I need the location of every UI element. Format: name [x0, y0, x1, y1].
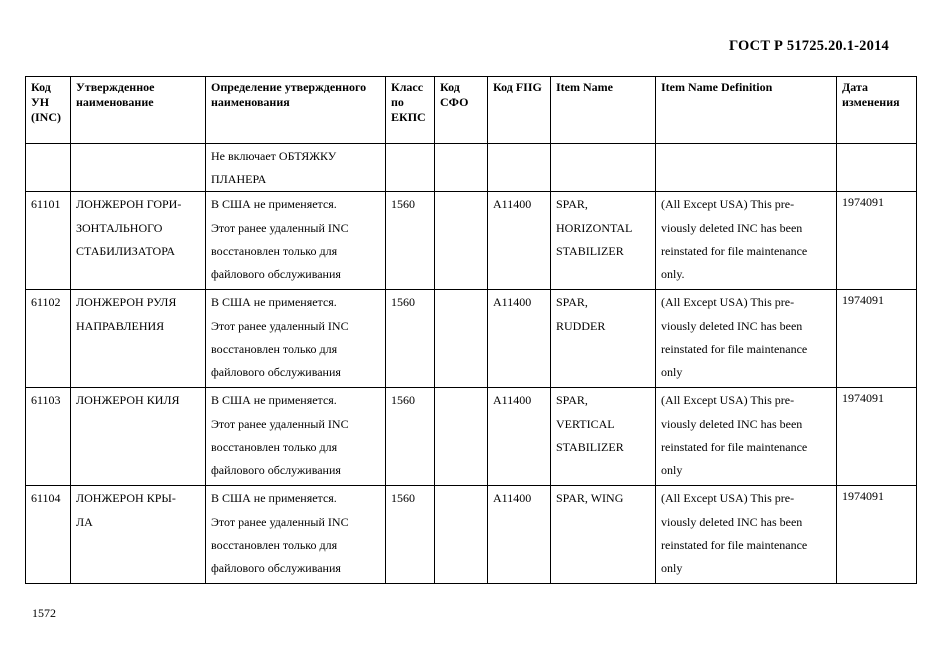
- item-definition-line: only: [661, 365, 683, 380]
- definition-line: В США не применяется.: [211, 491, 337, 506]
- definition-line: Этот ранее удаленный INC: [211, 416, 349, 431]
- item-definition-line: viously deleted INC has been: [661, 220, 803, 235]
- cell-approved-name: [71, 144, 206, 192]
- table-header-row: [26, 77, 917, 144]
- definition-line: Не включает ОБТЯЖКУ: [211, 149, 337, 163]
- column-header-ekps-class: Класс по ЕКПС: [386, 77, 435, 144]
- cell-inc: [26, 192, 71, 290]
- cell-sfo-code: [435, 388, 488, 486]
- cell-fiig-code: [488, 144, 551, 192]
- item-definition-line: only.: [661, 267, 685, 282]
- cell-sfo-code: [435, 486, 488, 584]
- inc-code: 61101: [31, 197, 61, 212]
- fiig-code: A11400: [493, 197, 532, 212]
- definition-line: файлового обслуживания: [211, 463, 341, 478]
- approved-name-line: ЛОНЖЕРОН КИЛЯ: [76, 393, 180, 408]
- cell-definition: [206, 486, 386, 584]
- approved-name-line: ЛОНЖЕРОН РУЛЯ: [76, 295, 177, 310]
- item-definition-line: (All Except USA) This pre-: [661, 295, 795, 310]
- column-header-item-name-definition: Item Name Definition: [656, 77, 837, 144]
- cell-sfo-code: [435, 290, 488, 388]
- cell-inc: [26, 388, 71, 486]
- item-definition-line: viously deleted INC has been: [661, 416, 803, 431]
- cell-approved-name: [71, 486, 206, 584]
- ekps-class: 1560: [391, 393, 415, 408]
- ekps-class: 1560: [391, 491, 415, 506]
- definition-line: файлового обслуживания: [211, 365, 341, 380]
- item-name-line: STABILIZER: [556, 439, 624, 454]
- cell-ekps-class: [386, 192, 435, 290]
- approved-name-line: НАПРАВЛЕНИЯ: [76, 318, 165, 333]
- item-definition-line: reinstated for file maintenance: [661, 439, 808, 454]
- approved-name-line: СТАБИЛИЗАТОРА: [76, 243, 176, 258]
- table-row: [26, 388, 917, 486]
- cell-item-name-definition: [656, 486, 837, 584]
- item-definition-line: reinstated for file maintenance: [661, 243, 808, 258]
- definition-line: ПЛАНЕРА: [211, 172, 267, 187]
- fiig-code: A11400: [493, 295, 532, 310]
- fiig-code: A11400: [493, 491, 532, 506]
- ekps-class: 1560: [391, 295, 415, 310]
- item-definition-line: (All Except USA) This pre-: [661, 393, 795, 408]
- cell-item-name-definition: [656, 290, 837, 388]
- cell-definition: [206, 388, 386, 486]
- approved-name-line: ЛА: [76, 514, 93, 529]
- item-name-line: VERTICAL: [556, 416, 615, 431]
- approved-name-line: ЗОНТАЛЬНОГО: [76, 220, 163, 235]
- item-definition-line: viously deleted INC has been: [661, 318, 803, 333]
- definition-line: Этот ранее удаленный INC: [211, 220, 349, 235]
- cell-ekps-class: [386, 388, 435, 486]
- definition-line: В США не применяется.: [211, 295, 337, 310]
- inc-code: 61103: [31, 393, 61, 408]
- definition-line: восстановлен только для: [211, 537, 338, 552]
- item-name-line: RUDDER: [556, 318, 606, 333]
- cell-fiig-code: [488, 486, 551, 584]
- item-definition-line: viously deleted INC has been: [661, 514, 803, 529]
- cell-item-name-definition: [656, 388, 837, 486]
- item-definition-line: (All Except USA) This pre-: [661, 491, 795, 506]
- definition-line: восстановлен только для: [211, 243, 338, 258]
- item-name-line: SPAR,: [556, 393, 588, 408]
- item-definition-line: reinstated for file maintenance: [661, 537, 808, 552]
- cell-ekps-class: [386, 144, 435, 192]
- cell-change-date: [837, 144, 917, 192]
- inc-code: 61102: [31, 295, 61, 310]
- approved-name-line: ЛОНЖЕРОН ГОРИ-: [76, 197, 182, 212]
- table-row-continuation: [26, 144, 917, 192]
- cell-definition: [206, 192, 386, 290]
- column-header-item-name: Item Name: [551, 77, 656, 144]
- definition-line: восстановлен только для: [211, 439, 338, 454]
- cell-fiig-code: [488, 290, 551, 388]
- cell-item-name: [551, 388, 656, 486]
- table-row: [26, 486, 917, 584]
- item-definition-line: only: [661, 463, 683, 478]
- item-name-line: HORIZONTAL: [556, 220, 633, 235]
- cell-change-date: [837, 388, 917, 486]
- ekps-class: 1560: [391, 197, 415, 212]
- cell-sfo-code: [435, 192, 488, 290]
- cell-sfo-code: [435, 144, 488, 192]
- column-header-definition: Определение утвержденного наименования: [206, 77, 386, 144]
- column-header-change-date: Дата изменения: [837, 77, 917, 144]
- document-standard-header: ГОСТ Р 51725.20.1-2014: [728, 38, 889, 54]
- cell-change-date: [837, 486, 917, 584]
- change-date: 1974091: [842, 391, 884, 406]
- cell-inc: [26, 144, 71, 192]
- cell-definition: [206, 290, 386, 388]
- cell-fiig-code: [488, 192, 551, 290]
- column-header-fiig-code: Код FIIG: [488, 77, 551, 144]
- cell-item-name: [551, 192, 656, 290]
- cell-inc: [26, 290, 71, 388]
- item-definition-line: reinstated for file maintenance: [661, 341, 808, 356]
- item-definition-line: only: [661, 561, 683, 576]
- item-definition-line: (All Except USA) This pre-: [661, 197, 795, 212]
- definition-line: Этот ранее удаленный INC: [211, 514, 349, 529]
- cell-definition: [206, 144, 386, 192]
- cell-item-name: [551, 486, 656, 584]
- table-row: [26, 192, 917, 290]
- column-header-inc: Код УН (INC): [26, 77, 71, 144]
- definition-line: восстановлен только для: [211, 341, 338, 356]
- column-header-sfo-code: Код СФО: [435, 77, 488, 144]
- inc-catalog-table: [25, 76, 917, 584]
- cell-change-date: [837, 290, 917, 388]
- page-number: 1572: [32, 606, 56, 620]
- cell-inc: [26, 486, 71, 584]
- definition-line: В США не применяется.: [211, 393, 337, 408]
- change-date: 1974091: [842, 293, 884, 308]
- definition-line: файлового обслуживания: [211, 561, 341, 576]
- cell-item-name-definition: [656, 144, 837, 192]
- cell-approved-name: [71, 192, 206, 290]
- definition-line: Этот ранее удаленный INC: [211, 318, 349, 333]
- item-name-line: SPAR,: [556, 295, 588, 310]
- cell-approved-name: [71, 290, 206, 388]
- cell-change-date: [837, 192, 917, 290]
- definition-line: файлового обслуживания: [211, 267, 341, 282]
- inc-code: 61104: [31, 491, 61, 506]
- item-name-line: SPAR, WING: [556, 491, 624, 506]
- cell-ekps-class: [386, 486, 435, 584]
- change-date: 1974091: [842, 489, 884, 504]
- change-date: 1974091: [842, 195, 884, 210]
- cell-item-name: [551, 290, 656, 388]
- column-header-approved-name: Утвержденное наименование: [71, 77, 206, 144]
- definition-line: В США не применяется.: [211, 197, 337, 212]
- cell-item-name: [551, 144, 656, 192]
- fiig-code: A11400: [493, 393, 532, 408]
- table-row: [26, 290, 917, 388]
- item-name-line: STABILIZER: [556, 243, 624, 258]
- cell-item-name-definition: [656, 192, 837, 290]
- cell-approved-name: [71, 388, 206, 486]
- approved-name-line: ЛОНЖЕРОН КРЫ-: [76, 491, 176, 506]
- cell-ekps-class: [386, 290, 435, 388]
- cell-fiig-code: [488, 388, 551, 486]
- item-name-line: SPAR,: [556, 197, 588, 212]
